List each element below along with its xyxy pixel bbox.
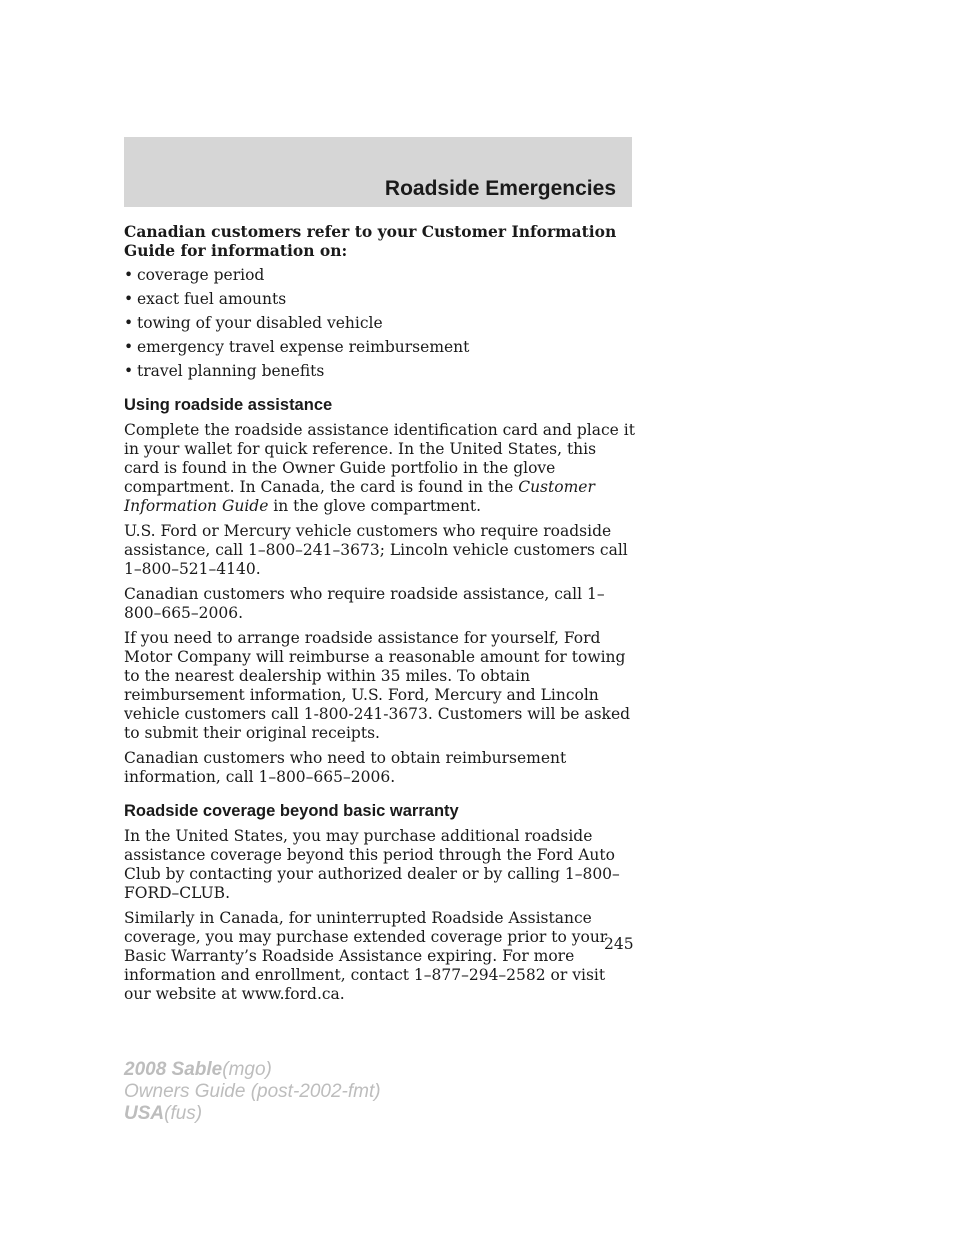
- list-item: • travel planning benefits: [124, 362, 325, 380]
- footer: [124, 1059, 381, 1125]
- bullet-icon: •: [124, 362, 134, 380]
- bullet-icon: •: [124, 266, 134, 284]
- footer-line-market: USA(fus): [124, 1103, 203, 1124]
- page-number: 245: [604, 935, 634, 953]
- header-band: [124, 137, 632, 207]
- paragraph-id-card: Complete the roadside assistance identification card and place it in your wallet for quick reference. In the United States, this card is found in the Owner Guide portfolio in the glove compartment. In Canada, the card is found in the Customer Information Guide in the glove compartment.: [124, 421, 635, 515]
- paragraph-reimbursement: If you need to arrange roadside assistance for yourself, Ford Motor Company will reimburse a reasonable amount for towing to the nearest dealership within 35 miles. To obtain reimbursement information, U.S. Ford, Mercury and Lincoln vehicle customers call 1-800-241-3673. Customers will be asked to submit their original receipts.: [124, 629, 631, 742]
- intro-text: Canadian customers refer to your Customer Information Guide for information on:: [124, 222, 617, 260]
- list-item: • towing of your disabled vehicle: [124, 314, 383, 332]
- section-heading-using-roadside: Using roadside assistance: [124, 396, 333, 414]
- page-title: Roadside Emergencies: [384, 177, 616, 200]
- paragraph-us-phone: U.S. Ford or Mercury vehicle customers who require roadside assistance, call 1–800–241–3673; Lincoln vehicle customers call 1–800–521–4140.: [124, 522, 628, 578]
- list-item: • exact fuel amounts: [124, 290, 287, 308]
- paragraph-canada-phone: Canadian customers who require roadside assistance, call 1–800–665–2006.: [124, 585, 605, 622]
- paragraph-canada-reimbursement: Canadian customers who need to obtain reimbursement information, call 1–800–665–2006.: [124, 749, 567, 786]
- section-heading-coverage: Roadside coverage beyond basic warranty: [124, 802, 459, 820]
- guide-title: Customer Information Guide: [124, 478, 595, 515]
- bullet-icon: •: [124, 290, 134, 308]
- info-list: [124, 266, 636, 381]
- bullet-icon: •: [124, 338, 134, 356]
- list-item: • emergency travel expense reimbursement: [124, 338, 470, 356]
- footer-line-model: 2008 Sable(mgo): [124, 1059, 272, 1080]
- bullet-icon: •: [124, 314, 134, 332]
- list-item: • coverage period: [124, 266, 265, 284]
- footer-line-guide: Owners Guide (post-2002-fmt): [124, 1081, 381, 1102]
- paragraph-canada-coverage: Similarly in Canada, for uninterrupted Roadside Assistance coverage, you may purchase extended coverage prior to your Basic Warranty’s Roadside Assistance expiring. For more information and enrollment, contact 1–877–294–2582 or visit our website at www.ford.ca.: [124, 909, 608, 1003]
- paragraph-us-coverage: In the United States, you may purchase additional roadside assistance coverage beyond this period through the Ford Auto Club by contacting your authorized dealer or by calling 1–800–FORD–CLUB.: [124, 827, 620, 902]
- page-content: [124, 222, 636, 1010]
